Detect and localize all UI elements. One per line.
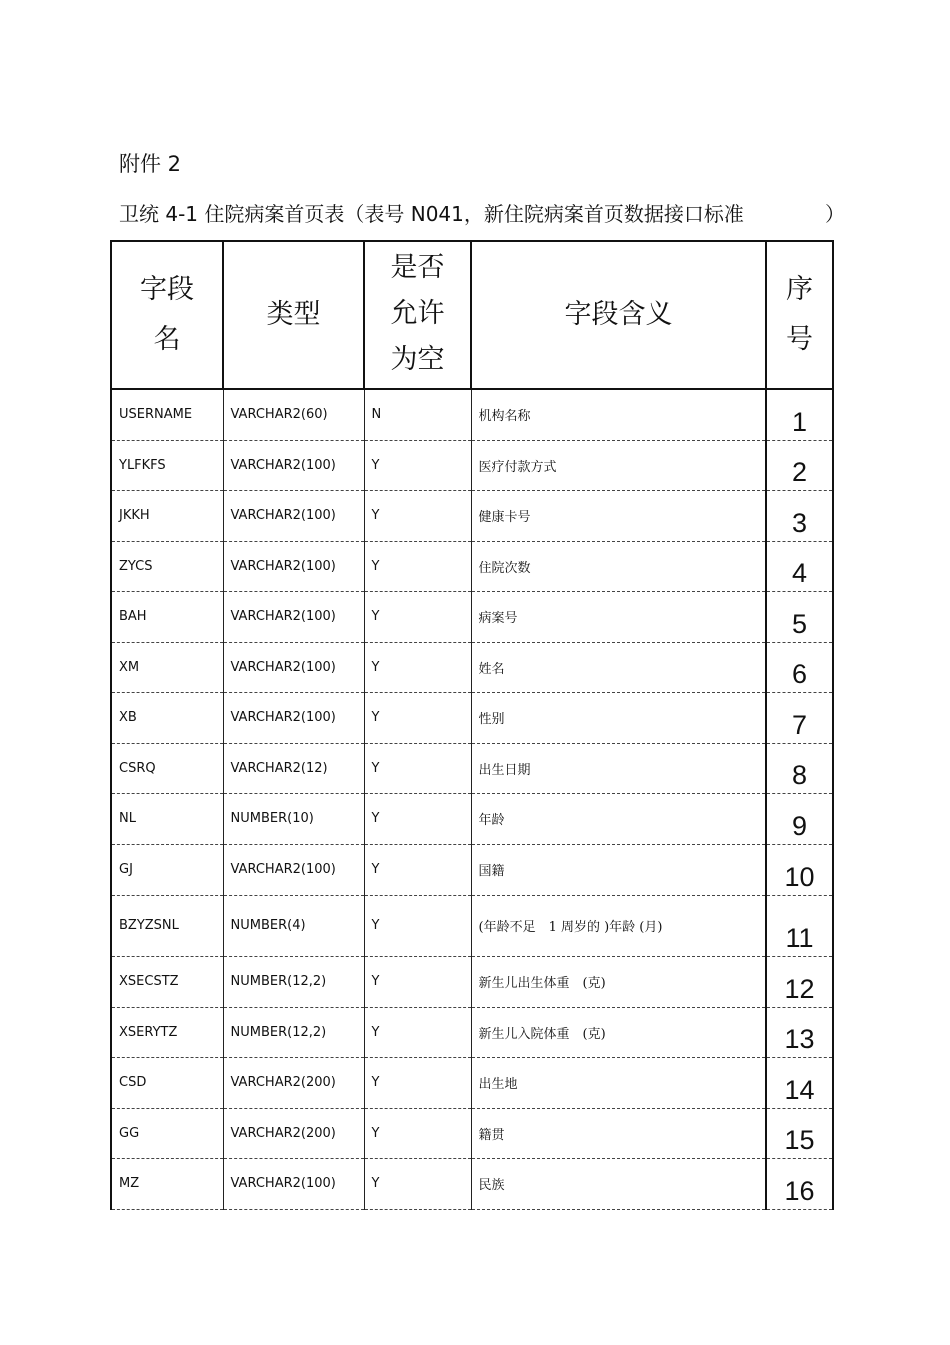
cell-field-name: JKKH <box>111 490 223 541</box>
cell-seq: 8 <box>766 743 833 793</box>
cell-field-name: XSECSTZ <box>111 956 223 1007</box>
header-allow-null: 是否允许为空 <box>364 241 471 389</box>
cell-meaning: 性别 <box>471 692 766 743</box>
cell-meaning: (年龄不足 1 周岁的 )年龄 (月) <box>471 895 766 956</box>
cell-seq: 3 <box>766 490 833 541</box>
cell-seq: 4 <box>766 541 833 591</box>
cell-type: VARCHAR2(100) <box>223 642 364 692</box>
cell-meaning: 病案号 <box>471 591 766 642</box>
cell-allow-null: Y <box>364 743 471 793</box>
cell-seq: 15 <box>766 1108 833 1158</box>
cell-field-name: GG <box>111 1108 223 1158</box>
cell-type: NUMBER(12,2) <box>223 956 364 1007</box>
cell-allow-null: Y <box>364 541 471 591</box>
cell-seq: 16 <box>766 1158 833 1209</box>
cell-meaning: 国籍 <box>471 844 766 895</box>
table-caption <box>119 200 845 228</box>
cell-allow-null: Y <box>364 793 471 844</box>
cell-field-name: BZYZSNL <box>111 895 223 956</box>
cell-type: VARCHAR2(200) <box>223 1057 364 1108</box>
cell-meaning: 籍贯 <box>471 1108 766 1158</box>
cell-type: VARCHAR2(100) <box>223 591 364 642</box>
cell-seq: 5 <box>766 591 833 642</box>
cell-seq: 12 <box>766 956 833 1007</box>
cell-type: VARCHAR2(60) <box>223 389 364 440</box>
cell-type: VARCHAR2(100) <box>223 844 364 895</box>
cell-field-name: XM <box>111 642 223 692</box>
cell-seq: 13 <box>766 1007 833 1057</box>
cell-seq: 1 <box>766 389 833 440</box>
cell-type: VARCHAR2(100) <box>223 541 364 591</box>
cell-type: VARCHAR2(100) <box>223 692 364 743</box>
table-row <box>111 541 833 591</box>
table-row <box>111 440 833 490</box>
cell-meaning: 姓名 <box>471 642 766 692</box>
table-row <box>111 1057 833 1108</box>
cell-allow-null: Y <box>364 1108 471 1158</box>
cell-meaning: 医疗付款方式 <box>471 440 766 490</box>
cell-type: NUMBER(12,2) <box>223 1007 364 1057</box>
cell-allow-null: Y <box>364 956 471 1007</box>
cell-field-name: NL <box>111 793 223 844</box>
table-row <box>111 793 833 844</box>
header-type: 类型 <box>223 241 364 389</box>
cell-seq: 14 <box>766 1057 833 1108</box>
cell-seq: 11 <box>766 895 833 956</box>
table-row <box>111 389 833 440</box>
cell-field-name: MZ <box>111 1158 223 1209</box>
cell-allow-null: Y <box>364 1007 471 1057</box>
table-caption-close: ） <box>825 202 845 226</box>
cell-meaning: 机构名称 <box>471 389 766 440</box>
header-meaning: 字段含义 <box>471 241 766 389</box>
cell-allow-null: Y <box>364 1158 471 1209</box>
cell-seq: 7 <box>766 692 833 743</box>
cell-meaning: 民族 <box>471 1158 766 1209</box>
cell-seq: 2 <box>766 440 833 490</box>
cell-meaning: 年龄 <box>471 793 766 844</box>
cell-meaning: 新生儿出生体重 (克) <box>471 956 766 1007</box>
table-header <box>111 241 833 389</box>
table-row <box>111 1108 833 1158</box>
table-row <box>111 743 833 793</box>
cell-meaning: 住院次数 <box>471 541 766 591</box>
cell-field-name: XB <box>111 692 223 743</box>
cell-meaning: 出生日期 <box>471 743 766 793</box>
header-row <box>111 241 833 389</box>
cell-type: VARCHAR2(12) <box>223 743 364 793</box>
cell-type: VARCHAR2(100) <box>223 440 364 490</box>
cell-allow-null: Y <box>364 490 471 541</box>
cell-type: VARCHAR2(200) <box>223 1108 364 1158</box>
header-seq: 序号 <box>766 241 833 389</box>
cell-meaning: 新生儿入院体重 (克) <box>471 1007 766 1057</box>
cell-allow-null: Y <box>364 440 471 490</box>
cell-allow-null: Y <box>364 692 471 743</box>
cell-allow-null: Y <box>364 895 471 956</box>
table-row <box>111 1007 833 1057</box>
table-row <box>111 895 833 956</box>
cell-field-name: GJ <box>111 844 223 895</box>
field-definition-table <box>110 240 834 1210</box>
cell-seq: 10 <box>766 844 833 895</box>
cell-type: NUMBER(10) <box>223 793 364 844</box>
table-row <box>111 1158 833 1209</box>
cell-type: NUMBER(4) <box>223 895 364 956</box>
attachment-label: 附件 2 <box>119 152 182 176</box>
cell-field-name: USERNAME <box>111 389 223 440</box>
cell-meaning: 出生地 <box>471 1057 766 1108</box>
cell-allow-null: N <box>364 389 471 440</box>
table-row <box>111 692 833 743</box>
cell-allow-null: Y <box>364 844 471 895</box>
header-field-name: 字段名 <box>111 241 223 389</box>
cell-seq: 9 <box>766 793 833 844</box>
cell-type: VARCHAR2(100) <box>223 490 364 541</box>
table-caption-text: 卫统 4-1 住院病案首页表（表号 N041，新住院病案首页数据接口标准 <box>119 202 744 226</box>
cell-field-name: CSRQ <box>111 743 223 793</box>
cell-allow-null: Y <box>364 591 471 642</box>
cell-field-name: ZYCS <box>111 541 223 591</box>
cell-type: VARCHAR2(100) <box>223 1158 364 1209</box>
cell-field-name: BAH <box>111 591 223 642</box>
table-row <box>111 490 833 541</box>
cell-allow-null: Y <box>364 1057 471 1108</box>
cell-field-name: XSERYTZ <box>111 1007 223 1057</box>
cell-field-name: YLFKFS <box>111 440 223 490</box>
cell-field-name: CSD <box>111 1057 223 1108</box>
cell-seq: 6 <box>766 642 833 692</box>
table-row <box>111 844 833 895</box>
table-row <box>111 591 833 642</box>
cell-allow-null: Y <box>364 642 471 692</box>
table-body <box>111 389 833 1209</box>
table-row <box>111 642 833 692</box>
table-row <box>111 956 833 1007</box>
cell-meaning: 健康卡号 <box>471 490 766 541</box>
